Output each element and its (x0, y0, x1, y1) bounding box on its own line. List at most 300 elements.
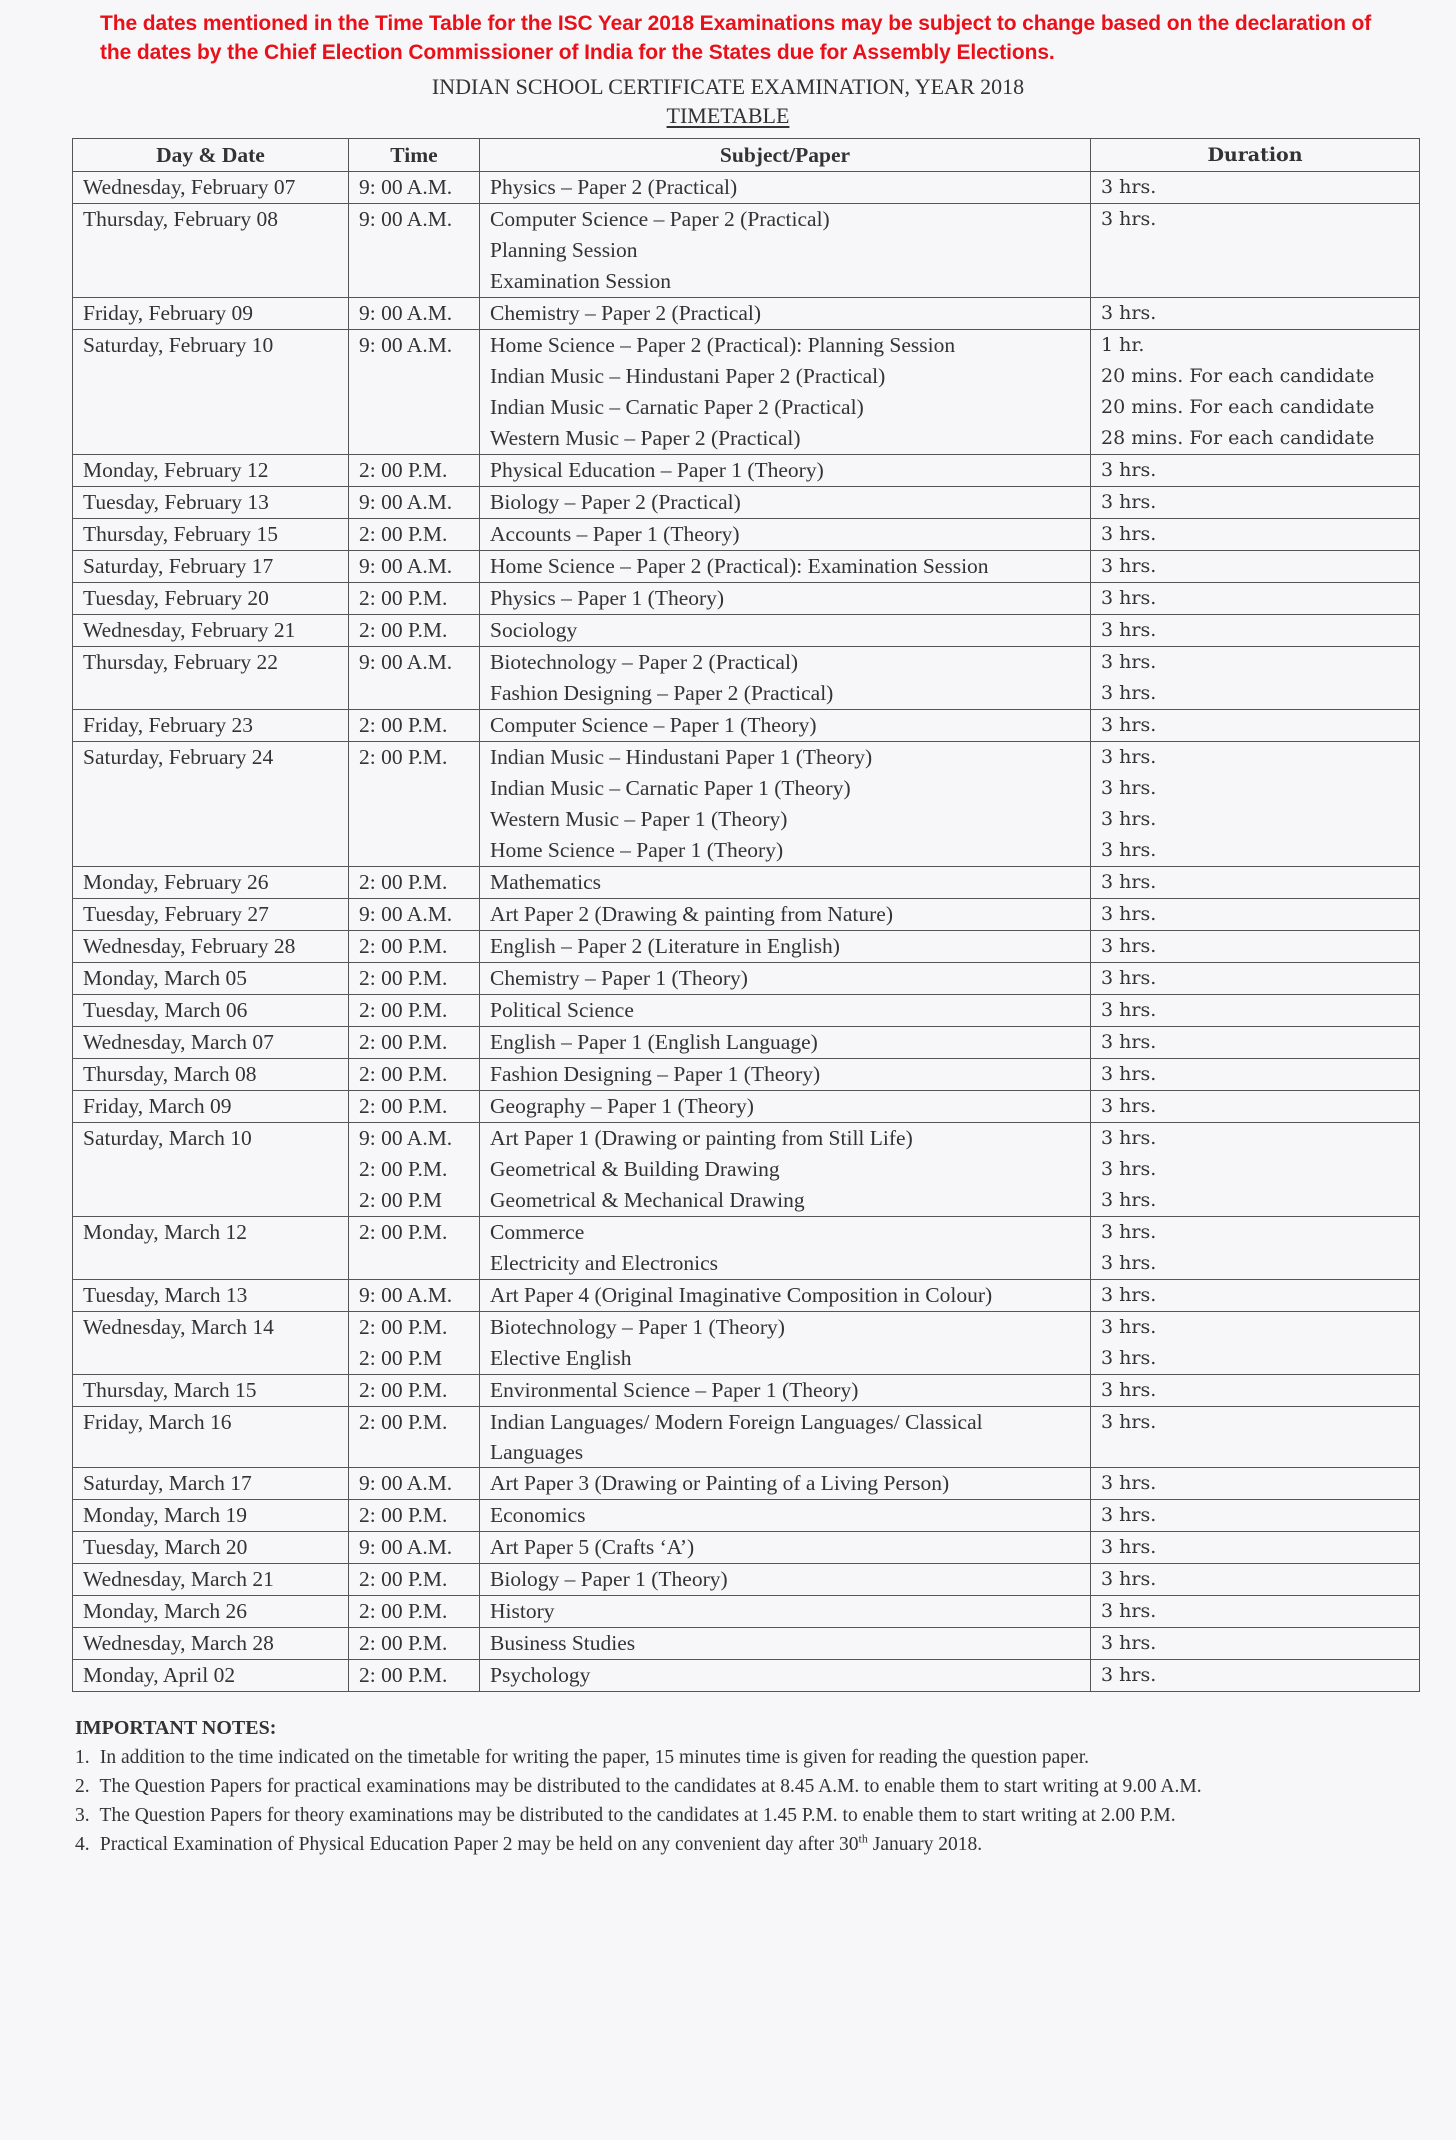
duration-cell (1091, 995, 1420, 1027)
table-row (73, 899, 1420, 931)
note-item (75, 1743, 1415, 1772)
table-row (73, 1027, 1420, 1059)
time-cell (349, 1091, 480, 1123)
subject-paper: Physical Education – Paper 1 (Theory) (490, 458, 824, 482)
day-date-cell (73, 1091, 349, 1123)
day-date: Tuesday, March 13 (83, 1283, 248, 1307)
day-date-cell (73, 1407, 349, 1468)
exam-time: 9: 00 A.M. (359, 1471, 453, 1495)
day-date-cell (73, 1468, 349, 1500)
time-cell (349, 1375, 480, 1407)
notes-list (75, 1743, 1415, 1859)
duration-cell (1091, 298, 1420, 330)
subject-paper: Biology – Paper 2 (Practical) (490, 490, 741, 514)
time-cell (349, 647, 480, 710)
duration-cell (1091, 1217, 1420, 1280)
time-cell (349, 1407, 480, 1468)
duration-cell (1091, 931, 1420, 963)
table-row (73, 742, 1420, 867)
day-date-cell (73, 647, 349, 710)
subject-cell (480, 1027, 1091, 1059)
exam-time: 2: 00 P.M. (359, 713, 448, 737)
subject-cell (480, 1660, 1091, 1692)
duration-cell (1091, 204, 1420, 298)
exam-time: 2: 00 P.M. (359, 1062, 448, 1086)
duration: 3 hrs. (1101, 903, 1157, 925)
subject-cell (480, 1091, 1091, 1123)
duration: 3 hrs. (1101, 619, 1157, 641)
time-cell (349, 899, 480, 931)
day-date-cell (73, 1564, 349, 1596)
table-row (73, 1280, 1420, 1312)
subject-paper: Computer Science – Paper 2 (Practical) (490, 207, 830, 231)
table-row (73, 710, 1420, 742)
day-date-cell (73, 298, 349, 330)
exam-time: 2: 00 P.M. (359, 1094, 448, 1118)
day-date: Friday, March 09 (83, 1094, 232, 1118)
table-row (73, 995, 1420, 1027)
subject-cell (480, 519, 1091, 551)
duration: 3 hrs. (1101, 1504, 1157, 1526)
duration: 3 hrs. (1101, 587, 1157, 609)
time-cell (349, 1532, 480, 1564)
day-date-cell (73, 551, 349, 583)
duration: 3 hrs. (1101, 1221, 1157, 1243)
time-cell (349, 710, 480, 742)
exam-time: 9: 00 A.M. (359, 175, 453, 199)
exam-time: 9: 00 A.M. (359, 490, 453, 514)
day-date: Thursday, February 22 (83, 650, 279, 674)
exam-time: 2: 00 P.M. (359, 745, 448, 769)
timetable-heading: TIMETABLE (666, 103, 790, 128)
time-cell (349, 583, 480, 615)
table-row (73, 615, 1420, 647)
note-item (75, 1830, 1415, 1859)
duration-cell (1091, 1123, 1420, 1217)
duration: 3 hrs. (1101, 459, 1157, 481)
day-date: Saturday, March 10 (83, 1126, 252, 1150)
exam-time: 2: 00 P.M. (359, 1378, 448, 1402)
duration-cell (1091, 742, 1420, 867)
exam-time: 9: 00 A.M. (359, 207, 453, 231)
time-cell (349, 1217, 480, 1280)
exam-time: 2: 00 P.M. (359, 1030, 448, 1054)
table-row (73, 298, 1420, 330)
note-item (75, 1801, 1415, 1830)
time-cell (349, 455, 480, 487)
table-row (73, 647, 1420, 710)
subject-cell (480, 867, 1091, 899)
subject-cell (480, 1312, 1091, 1375)
duration-cell (1091, 1468, 1420, 1500)
subject-paper: Elective English (490, 1346, 632, 1370)
time-cell (349, 931, 480, 963)
duration: 3 hrs. (1101, 1411, 1157, 1433)
subject-cell (480, 1468, 1091, 1500)
table-row (73, 1468, 1420, 1500)
subject-paper: Mathematics (490, 870, 602, 894)
day-date: Wednesday, March 07 (83, 1030, 274, 1054)
subject-cell (480, 487, 1091, 519)
subject-paper: Geometrical & Mechanical Drawing (490, 1188, 805, 1212)
day-date: Monday, March 19 (83, 1503, 248, 1527)
day-date: Saturday, February 10 (83, 333, 274, 357)
subject-paper: Electricity and Electronics (490, 1251, 719, 1275)
time-cell (349, 1660, 480, 1692)
day-date: Friday, March 16 (83, 1410, 232, 1434)
exam-time: 9: 00 A.M. (359, 1126, 453, 1150)
exam-time: 9: 00 A.M. (359, 301, 453, 325)
duration: 3 hrs. (1101, 1127, 1157, 1149)
day-date-cell (73, 1500, 349, 1532)
day-date-cell (73, 931, 349, 963)
subject-paper: Geography – Paper 1 (Theory) (490, 1094, 754, 1118)
duration-cell (1091, 1628, 1420, 1660)
table-row (73, 1596, 1420, 1628)
day-date: Thursday, March 15 (83, 1378, 257, 1402)
note-item (75, 1772, 1415, 1801)
subject-paper: Physics – Paper 1 (Theory) (490, 586, 725, 610)
subject-paper: Indian Music – Carnatic Paper 2 (Practical) (490, 395, 864, 419)
duration-cell (1091, 172, 1420, 204)
subject-paper: Indian Music – Hindustani Paper 1 (Theory) (490, 745, 873, 769)
day-date: Tuesday, February 27 (83, 902, 269, 926)
day-date: Tuesday, February 20 (83, 586, 269, 610)
day-date-cell (73, 995, 349, 1027)
day-date: Wednesday, March 28 (83, 1631, 274, 1655)
subject-paper: Indian Music – Hindustani Paper 2 (Practical) (490, 364, 886, 388)
duration-cell (1091, 1500, 1420, 1532)
subject-cell (480, 1564, 1091, 1596)
header-time: Time (349, 139, 480, 172)
subject-cell (480, 1500, 1091, 1532)
day-date-cell (73, 1596, 349, 1628)
table-row (73, 487, 1420, 519)
note-superscript: th (858, 1831, 868, 1846)
time-cell (349, 1059, 480, 1091)
duration-cell (1091, 1027, 1420, 1059)
subject-cell (480, 615, 1091, 647)
time-cell (349, 330, 480, 455)
subject-paper: Commerce (490, 1220, 585, 1244)
duration: 3 hrs. (1101, 1472, 1157, 1494)
day-date: Tuesday, February 13 (83, 490, 269, 514)
duration-cell (1091, 1660, 1420, 1692)
day-date-cell (73, 867, 349, 899)
duration-cell (1091, 487, 1420, 519)
duration-cell (1091, 1532, 1420, 1564)
subject-cell (480, 710, 1091, 742)
table-row (73, 1059, 1420, 1091)
duration: 3 hrs. (1101, 1379, 1157, 1401)
time-cell (349, 298, 480, 330)
table-row (73, 1123, 1420, 1217)
exam-time: 9: 00 A.M. (359, 1535, 453, 1559)
duration-cell (1091, 583, 1420, 615)
day-date: Saturday, February 17 (83, 554, 274, 578)
day-date: Monday, April 02 (83, 1663, 236, 1687)
subject-cell (480, 899, 1091, 931)
day-date-cell (73, 1628, 349, 1660)
day-date: Monday, February 26 (83, 870, 269, 894)
subject-paper: Home Science – Paper 1 (Theory) (490, 838, 784, 862)
table-row (73, 1660, 1420, 1692)
day-date-cell (73, 615, 349, 647)
time-cell (349, 615, 480, 647)
duration-cell (1091, 710, 1420, 742)
time-cell (349, 963, 480, 995)
note-number: 1. (75, 1747, 90, 1768)
table-row (73, 963, 1420, 995)
subject-cell (480, 455, 1091, 487)
day-date-cell (73, 710, 349, 742)
subject-cell (480, 1532, 1091, 1564)
table-row (73, 583, 1420, 615)
exam-time: 2: 00 P.M. (359, 586, 448, 610)
day-date-cell (73, 1027, 349, 1059)
duration: 3 hrs. (1101, 746, 1157, 768)
duration: 3 hrs. (1101, 1347, 1157, 1369)
time-cell (349, 1500, 480, 1532)
note-text-tail: January 2018. (867, 1834, 983, 1855)
subject-paper: Chemistry – Paper 1 (Theory) (490, 966, 748, 990)
note-text: Practical Examination of Physical Education Paper 2 may be held on any convenient day after 30 (99, 1834, 859, 1855)
duration: 20 mins. For each candidate (1101, 365, 1375, 387)
exam-time: 2: 00 P.M. (359, 1503, 448, 1527)
subject-cell (480, 204, 1091, 298)
subject-paper: Physics – Paper 2 (Practical) (490, 175, 738, 199)
election-notice: The dates mentioned in the Time Table for the ISC Year 2018 Examinations may be subject to change based on the declaration of the dates by the Chief Election Commissioner of India for the States due for Assembly Elections. (100, 12, 1372, 64)
subject-paper: Western Music – Paper 1 (Theory) (490, 807, 788, 831)
subject-cell (480, 172, 1091, 204)
header-day-date: Day & Date (73, 139, 349, 172)
table-row (73, 1407, 1420, 1468)
exam-time: 9: 00 A.M. (359, 554, 453, 578)
day-date: Wednesday, March 21 (83, 1567, 274, 1591)
duration: 3 hrs. (1101, 1632, 1157, 1654)
subject-cell (480, 1059, 1091, 1091)
time-cell (349, 487, 480, 519)
duration: 3 hrs. (1101, 523, 1157, 545)
exam-time: 2: 00 P.M. (359, 1567, 448, 1591)
subject-paper: Biology – Paper 1 (Theory) (490, 1567, 728, 1591)
exam-time: 2: 00 P.M. (359, 458, 448, 482)
time-cell (349, 742, 480, 867)
day-date: Friday, February 23 (83, 713, 253, 737)
day-date-cell (73, 1532, 349, 1564)
table-row (73, 172, 1420, 204)
subject-paper: Economics (490, 1503, 586, 1527)
subject-paper: Psychology (490, 1663, 591, 1687)
table-row (73, 330, 1420, 455)
duration-cell (1091, 1059, 1420, 1091)
day-date-cell (73, 963, 349, 995)
duration: 3 hrs. (1101, 1189, 1157, 1211)
subject-paper: English – Paper 2 (Literature in English) (490, 934, 840, 958)
day-date: Wednesday, March 14 (83, 1315, 274, 1339)
duration-cell (1091, 899, 1420, 931)
exam-time: 9: 00 A.M. (359, 333, 453, 357)
subject-paper: Sociology (490, 618, 578, 642)
duration-cell (1091, 867, 1420, 899)
duration-cell (1091, 963, 1420, 995)
subject-paper: Art Paper 3 (Drawing or Painting of a Living Person) (490, 1471, 950, 1495)
day-date: Saturday, March 17 (83, 1471, 252, 1495)
note-number: 4. (75, 1834, 90, 1855)
duration-cell (1091, 1407, 1420, 1468)
subject-paper: English – Paper 1 (English Language) (490, 1030, 818, 1054)
time-cell (349, 1123, 480, 1217)
subject-cell (480, 1280, 1091, 1312)
subject-cell (480, 1628, 1091, 1660)
duration-cell (1091, 615, 1420, 647)
day-date-cell (73, 1312, 349, 1375)
day-date-cell (73, 1280, 349, 1312)
table-row (73, 455, 1420, 487)
document-title: INDIAN SCHOOL CERTIFICATE EXAMINATION, YEAR 2018 (431, 74, 1025, 99)
day-date: Tuesday, March 06 (83, 998, 248, 1022)
day-date: Monday, March 12 (83, 1220, 248, 1244)
exam-time: 9: 00 A.M. (359, 650, 453, 674)
subject-paper: Geometrical & Building Drawing (490, 1157, 780, 1181)
day-date-cell (73, 519, 349, 551)
subject-paper: Fashion Designing – Paper 1 (Theory) (490, 1062, 821, 1086)
day-date: Thursday, February 08 (83, 207, 279, 231)
duration-cell (1091, 551, 1420, 583)
subject-cell (480, 963, 1091, 995)
duration: 3 hrs. (1101, 808, 1157, 830)
duration: 3 hrs. (1101, 1536, 1157, 1558)
subject-cell (480, 298, 1091, 330)
day-date-cell (73, 899, 349, 931)
exam-time: 2: 00 P.M. (359, 1599, 448, 1623)
duration: 3 hrs. (1101, 1316, 1157, 1338)
exam-time: 2: 00 P.M. (359, 934, 448, 958)
duration: 3 hrs. (1101, 651, 1157, 673)
duration: 3 hrs. (1101, 682, 1157, 704)
time-cell (349, 204, 480, 298)
day-date-cell (73, 1059, 349, 1091)
duration: 28 mins. For each candidate (1101, 427, 1375, 449)
table-row (73, 519, 1420, 551)
table-row (73, 1564, 1420, 1596)
subject-cell (480, 742, 1091, 867)
subject-paper: Chemistry – Paper 2 (Practical) (490, 301, 762, 325)
duration: 3 hrs. (1101, 1158, 1157, 1180)
subject-cell (480, 1123, 1091, 1217)
exam-time: 2: 00 P.M. (359, 522, 448, 546)
duration: 3 hrs. (1101, 491, 1157, 513)
exam-time: 2: 00 P.M. (359, 1157, 448, 1181)
note-text: The Question Papers for theory examinations may be distributed to the candidates at 1.45 P.M. to enable them to start writing at 2.00 P.M. (99, 1805, 1176, 1826)
subject-paper: Computer Science – Paper 1 (Theory) (490, 713, 817, 737)
subject-paper: History (490, 1599, 555, 1623)
time-cell (349, 1564, 480, 1596)
day-date: Thursday, February 15 (83, 522, 279, 546)
note-text: The Question Papers for practical examinations may be distributed to the candidates at 8.45 A.M. to enable them to start writing at 9.00 A.M. (99, 1776, 1202, 1797)
subject-cell (480, 330, 1091, 455)
day-date: Thursday, March 08 (83, 1062, 257, 1086)
day-date-cell (73, 1375, 349, 1407)
table-row (73, 1091, 1420, 1123)
day-date: Monday, March 05 (83, 966, 248, 990)
time-cell (349, 995, 480, 1027)
duration: 3 hrs. (1101, 777, 1157, 799)
exam-time: 2: 00 P.M (359, 1188, 443, 1212)
duration: 3 hrs. (1101, 1063, 1157, 1085)
duration: 3 hrs. (1101, 1664, 1157, 1686)
subject-paper: Planning Session (490, 238, 638, 262)
exam-time: 9: 00 A.M. (359, 1283, 453, 1307)
day-date: Tuesday, March 20 (83, 1535, 248, 1559)
subject-paper: Biotechnology – Paper 2 (Practical) (490, 650, 799, 674)
table-row (73, 1217, 1420, 1280)
exam-time: 2: 00 P.M. (359, 1220, 448, 1244)
duration: 3 hrs. (1101, 1284, 1157, 1306)
duration: 20 mins. For each candidate (1101, 396, 1375, 418)
duration-cell (1091, 455, 1420, 487)
subject-cell (480, 1375, 1091, 1407)
day-date: Monday, February 12 (83, 458, 269, 482)
subject-cell (480, 551, 1091, 583)
subject-paper: Accounts – Paper 1 (Theory) (490, 522, 740, 546)
subject-paper: Western Music – Paper 2 (Practical) (490, 426, 801, 450)
day-date: Friday, February 09 (83, 301, 253, 325)
day-date-cell (73, 583, 349, 615)
duration: 3 hrs. (1101, 176, 1157, 198)
subject-paper: Art Paper 2 (Drawing & painting from Nature) (490, 902, 894, 926)
time-cell (349, 172, 480, 204)
timetable-body (73, 172, 1420, 1692)
day-date-cell (73, 1660, 349, 1692)
duration-cell (1091, 519, 1420, 551)
day-date: Monday, March 26 (83, 1599, 248, 1623)
subject-paper: Fashion Designing – Paper 2 (Practical) (490, 681, 834, 705)
day-date: Wednesday, February 28 (83, 934, 296, 958)
subject-paper: Art Paper 4 (Original Imaginative Composition in Colour) (490, 1283, 993, 1307)
table-row (73, 1532, 1420, 1564)
subject-paper: Indian Languages/ Modern Foreign Languages/ Classical Languages (490, 1410, 983, 1464)
day-date-cell (73, 455, 349, 487)
time-cell (349, 1312, 480, 1375)
table-row (73, 204, 1420, 298)
duration: 3 hrs. (1101, 1252, 1157, 1274)
time-cell (349, 1027, 480, 1059)
subject-paper: Home Science – Paper 2 (Practical): Examination Session (490, 554, 989, 578)
time-cell (349, 1280, 480, 1312)
duration: 3 hrs. (1101, 1031, 1157, 1053)
duration-cell (1091, 1091, 1420, 1123)
day-date: Saturday, February 24 (83, 745, 274, 769)
subject-cell (480, 1407, 1091, 1468)
subject-cell (480, 647, 1091, 710)
header-duration: Duration (1091, 139, 1420, 172)
subject-paper: Political Science (490, 998, 634, 1022)
day-date: Wednesday, February 21 (83, 618, 296, 642)
duration: 3 hrs. (1101, 967, 1157, 989)
table-header-row (73, 139, 1420, 172)
subject-paper: Home Science – Paper 2 (Practical): Planning Session (490, 333, 956, 357)
day-date-cell (73, 742, 349, 867)
subject-cell (480, 995, 1091, 1027)
time-cell (349, 519, 480, 551)
duration: 1 hr. (1101, 334, 1145, 356)
duration-cell (1091, 330, 1420, 455)
notes-heading: IMPORTANT NOTES: (75, 1717, 277, 1739)
day-date-cell (73, 330, 349, 455)
duration: 3 hrs. (1101, 714, 1157, 736)
exam-time: 2: 00 P.M. (359, 1631, 448, 1655)
